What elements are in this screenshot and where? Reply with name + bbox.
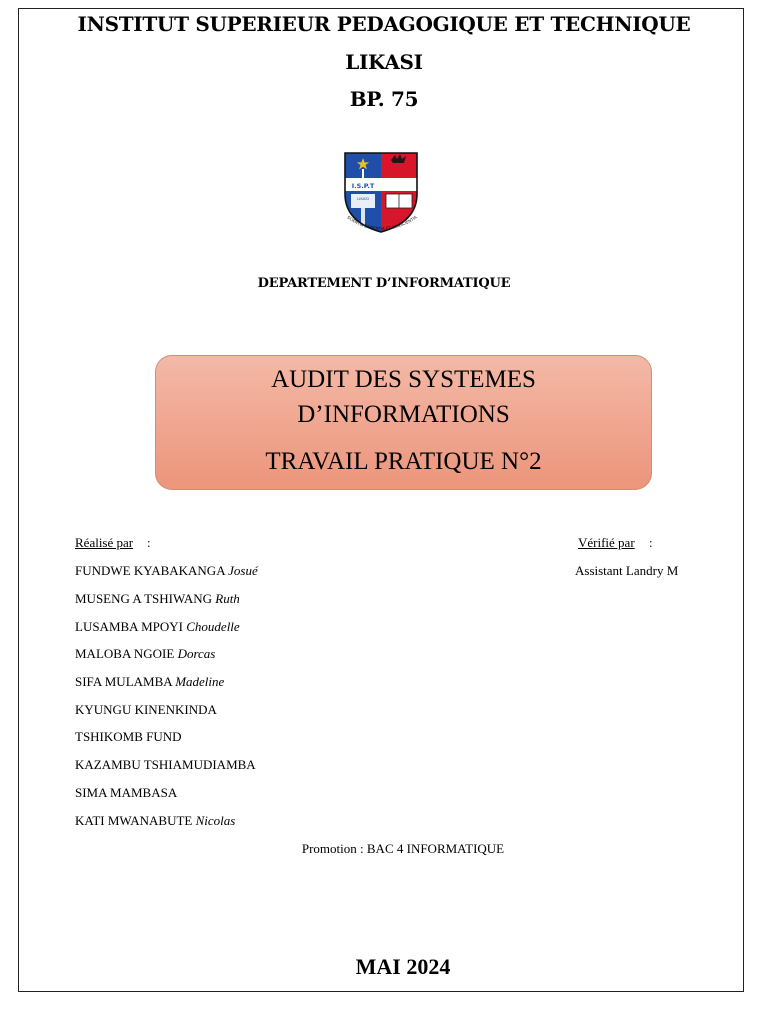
verifier-label: Vérifié par [578,535,635,550]
member-item: MALOBA NGOIE Dorcas [75,646,216,661]
promotion: Promotion : BAC 4 INFORMATIQUE [301,841,505,856]
logo-label: I.S.P.T [351,182,375,190]
member-item: TSHIKOMB FUND [75,729,182,744]
verifier-label-colon: : [649,535,653,550]
torch-icon [362,169,364,178]
authors-label-colon: : [147,535,151,550]
member-item: KATI MWANABUTE Nicolas [75,813,236,828]
member-item: SIFA MULAMBA Madeline [75,674,225,689]
logo-motto: SCIENTIA SAPIENTIA ET CONSCIENTIA [346,214,418,232]
logo-sub-label: LIKASI [357,196,369,201]
member-item: LUSAMBA MPOYI Choudelle [75,619,240,634]
authors-label: Réalisé par [75,535,134,550]
institution-city: LIKASI [345,50,423,74]
member-item: KAZAMBU TSHIAMUDIAMBA [75,757,256,772]
title-line-1: AUDIT DES SYSTEMES [271,366,536,393]
department-name: DEPARTEMENT D’INFORMATIQUE [257,276,511,291]
document-date: MAI 2024 [355,954,451,979]
title-line-2: D’INFORMATIONS [297,401,510,428]
title-line-3: TRAVAIL PRATIQUE N°2 [265,448,542,475]
institution-po-box: BP. 75 [349,87,419,111]
member-item: SIMA MAMBASA [75,785,178,800]
institution-name: INSTITUT SUPERIEUR PEDAGOGIQUE ET TECHNIQUE [77,12,691,36]
member-item: MUSENG A TSHIWANG Ruth [75,591,240,606]
member-item: FUNDWE KYABAKANGA Josué [75,563,258,578]
ispt-logo [339,150,423,236]
title-box [155,355,652,490]
member-item: KYUNGU KINENKINDA [75,702,217,717]
verifier-name: Assistant Landry M [575,563,679,578]
